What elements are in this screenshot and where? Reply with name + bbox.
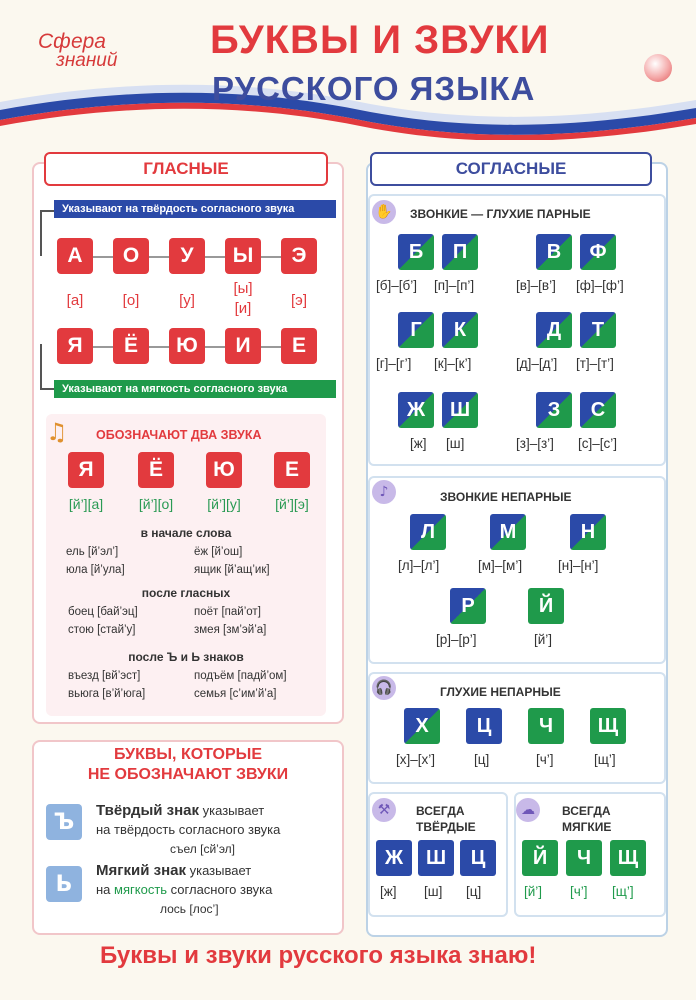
example-word: въезд [вй’эст] <box>68 670 141 682</box>
consonant-letter: Ф <box>580 234 616 270</box>
vowel-letter-soft: И <box>225 328 261 364</box>
consonant-letter: Х <box>404 708 440 744</box>
consonant-letter: Л <box>410 514 446 550</box>
consonant-transcription: [к]–[к’] <box>434 356 472 371</box>
consonant-letter: П <box>442 234 478 270</box>
section-after-signs: после Ъ и Ь знаков <box>128 650 244 664</box>
two-sound-letter: Я <box>68 452 104 488</box>
silent-title-line2: НЕ ОБОЗНАЧАЮТ ЗВУКИ <box>87 766 289 783</box>
vowel-letter-soft: Е <box>281 328 317 364</box>
example-word: подъём [падй’ом] <box>194 670 287 682</box>
headphones-icon: 🎧 <box>372 676 396 700</box>
consonant-letter: Г <box>398 312 434 348</box>
vowel-sound-hard: [у] <box>179 292 195 309</box>
vowel-sound-hard: [ы] <box>233 280 253 297</box>
connector-line <box>149 256 169 258</box>
soft-sign-desc-line2 <box>96 882 272 897</box>
example-word: ель [й’эл’] <box>66 546 119 558</box>
consonant-letter: Й <box>528 588 564 624</box>
consonant-transcription: [н]–[н’] <box>558 558 599 573</box>
vowel-letter-hard: Ы <box>225 238 261 274</box>
two-sound-letter: Ё <box>138 452 174 488</box>
consonant-transcription: [в]–[в’] <box>516 278 556 293</box>
consonant-letter: Ш <box>442 392 478 428</box>
consonant-transcription: [ш] <box>424 884 443 899</box>
two-sound-transcription: [й’][о] <box>138 496 174 512</box>
example-word: стою [стай’у] <box>68 624 136 636</box>
consonant-transcription: [б]–[б’] <box>376 278 417 293</box>
soft-sign-desc-line1 <box>96 862 251 879</box>
soft-bracket <box>40 344 54 390</box>
decorative-ball <box>644 54 672 82</box>
hard-sign-tile: Ъ <box>46 804 82 840</box>
vowel-letter-hard: Э <box>281 238 317 274</box>
consonant-transcription: [л]–[л’] <box>398 558 440 573</box>
consonant-transcription: [ц] <box>466 884 482 899</box>
soft-sign-desc2-highlight: мягкость <box>114 882 168 897</box>
logo-text-bottom: знаний <box>56 50 118 71</box>
voiced-unpaired-title: ЗВОНКИЕ НЕПАРНЫЕ <box>440 490 572 504</box>
vowel-letter-soft: Ё <box>113 328 149 364</box>
cloud-icon: ☁ <box>516 798 540 822</box>
footer-slogan: Буквы и звуки русского языка знаю! <box>100 942 537 969</box>
soft-sign-desc2-post: согласного звука <box>167 882 273 897</box>
hard-sign-name: Твёрдый знак <box>96 802 200 819</box>
silent-title-line1: БУКВЫ, КОТОРЫЕ <box>114 746 262 763</box>
consonant-letter: Ц <box>460 840 496 876</box>
two-sounds-title: ОБОЗНАЧАЮТ ДВА ЗВУКА <box>96 428 262 442</box>
consonant-letter: Ч <box>566 840 602 876</box>
vowel-sound-hard: [а] <box>66 292 84 309</box>
example-word: поёт [пай’от] <box>194 606 261 618</box>
consonant-transcription: [ч’] <box>536 752 554 767</box>
consonant-letter: Ж <box>398 392 434 428</box>
consonant-letter: М <box>490 514 526 550</box>
consonant-letter: Б <box>398 234 434 270</box>
hard-sign-desc1: указывает <box>199 803 265 818</box>
connector-line <box>261 256 281 258</box>
two-sound-transcription: [й’][э] <box>275 496 309 512</box>
example-word: ёж [й’ош] <box>194 546 243 558</box>
always-hard-title-line2: ТВЁРДЫЕ <box>416 820 476 834</box>
voiced-voiceless-title: ЗВОНКИЕ — ГЛУХИЕ ПАРНЫЕ <box>410 207 591 221</box>
consonant-transcription: [ч’] <box>570 884 588 899</box>
hammer-icon: ⚒ <box>372 798 396 822</box>
always-hard-title-line1: ВСЕГДА <box>416 804 465 818</box>
consonant-letter: Т <box>580 312 616 348</box>
consonant-transcription: [ж] <box>380 884 397 899</box>
logo-text-top: Сфера <box>38 30 106 53</box>
vowel-letter-soft: Ю <box>169 328 205 364</box>
vowel-letter-soft: Я <box>57 328 93 364</box>
consonant-letter: Ж <box>376 840 412 876</box>
consonant-transcription: [с]–[с’] <box>578 436 618 451</box>
connector-line <box>205 256 225 258</box>
soft-sign-desc2-pre: на <box>96 882 115 897</box>
consonant-letter: С <box>580 392 616 428</box>
connector-line <box>93 256 113 258</box>
vowel-sound-hard: [о] <box>122 292 140 309</box>
consonant-letter: Н <box>570 514 606 550</box>
voiceless-unpaired-title: ГЛУХИЕ НЕПАРНЫЕ <box>440 685 561 699</box>
connector-line <box>93 346 113 348</box>
example-word: ящик [й’ащ’ик] <box>194 564 270 576</box>
soft-sign-desc1: указывает <box>185 863 252 878</box>
vowel-letter-hard: О <box>113 238 149 274</box>
two-sound-letter: Ю <box>206 452 242 488</box>
consonant-letter: Ц <box>466 708 502 744</box>
soft-sign-tile: Ь <box>46 866 82 902</box>
consonant-transcription: [ш] <box>446 436 465 451</box>
consonant-transcription: [ж] <box>410 436 427 451</box>
consonant-transcription: [й’] <box>524 884 543 899</box>
hard-sign-desc-line2: на твёрдость согласного звука <box>96 822 281 837</box>
consonant-transcription: [х]–[х’] <box>396 752 436 767</box>
always-soft-title-line1: ВСЕГДА <box>562 804 611 818</box>
consonants-heading: СОГЛАСНЫЕ <box>370 152 652 186</box>
hard-bracket <box>40 210 54 256</box>
bell-icon: ♪ <box>372 480 396 504</box>
two-sound-transcription: [й’][у] <box>207 496 241 512</box>
soft-sign-name: Мягкий знак <box>96 862 186 879</box>
consonant-transcription: [м]–[м’] <box>478 558 523 573</box>
connector-line <box>149 346 169 348</box>
two-sound-letter: Е <box>274 452 310 488</box>
music-note-icon: ♫ <box>46 418 68 446</box>
vowels-heading: ГЛАСНЫЕ <box>44 152 328 186</box>
consonant-transcription: [г]–[г’] <box>376 356 412 371</box>
consonant-letter: Д <box>536 312 572 348</box>
consonant-letter: В <box>536 234 572 270</box>
section-start-of-word: в начале слова <box>140 526 232 540</box>
consonant-transcription: [щ’] <box>612 884 634 899</box>
vowel-sound-hard: [и] <box>234 300 252 317</box>
page-title-line2: РУССКОГО ЯЗЫКА <box>212 70 536 107</box>
example-word: семья [с’им’й’а] <box>194 688 277 700</box>
consonant-transcription: [п]–[п’] <box>434 278 475 293</box>
consonant-letter: Р <box>450 588 486 624</box>
hard-band: Указывают на твёрдость согласного звука <box>54 200 336 218</box>
consonant-letter: Щ <box>590 708 626 744</box>
consonant-letter: З <box>536 392 572 428</box>
connector-line <box>205 346 225 348</box>
consonant-letter: Ш <box>418 840 454 876</box>
section-after-vowels: после гласных <box>141 586 231 600</box>
consonant-transcription: [р]–[р’] <box>436 632 477 647</box>
soft-band: Указывают на мягкость согласного звука <box>54 380 336 398</box>
mittens-icon: ✋ <box>372 200 396 224</box>
consonant-transcription: [ц] <box>474 752 490 767</box>
hard-sign-desc-line1 <box>96 802 264 819</box>
vowel-letter-hard: А <box>57 238 93 274</box>
consonant-transcription: [ф]–[ф’] <box>576 278 624 293</box>
consonant-transcription: [й’] <box>534 632 553 647</box>
consonant-letter: К <box>442 312 478 348</box>
consonant-transcription: [д]–[д’] <box>516 356 558 371</box>
hard-sign-example: съел [сй’эл] <box>170 842 236 856</box>
example-word: юла [й’ула] <box>66 564 125 576</box>
consonant-transcription: [з]–[з’] <box>516 436 554 451</box>
consonant-letter: Й <box>522 840 558 876</box>
consonant-transcription: [щ’] <box>594 752 616 767</box>
example-word: змея [зм’эй’а] <box>194 624 267 636</box>
soft-sign-example: лось [лос’] <box>160 902 219 916</box>
example-word: вьюга [в’й’юга] <box>68 688 146 700</box>
page-title-line1: БУКВЫ И ЗВУКИ <box>210 18 550 62</box>
consonant-letter: Ч <box>528 708 564 744</box>
example-word: боец [бай’эц] <box>68 606 138 618</box>
connector-line <box>261 346 281 348</box>
vowel-letter-hard: У <box>169 238 205 274</box>
two-sound-transcription: [й’][а] <box>68 496 104 512</box>
consonant-letter: Щ <box>610 840 646 876</box>
consonant-transcription: [т]–[т’] <box>576 356 614 371</box>
vowel-sound-hard: [э] <box>291 292 307 309</box>
always-soft-title-line2: МЯГКИЕ <box>562 820 612 834</box>
